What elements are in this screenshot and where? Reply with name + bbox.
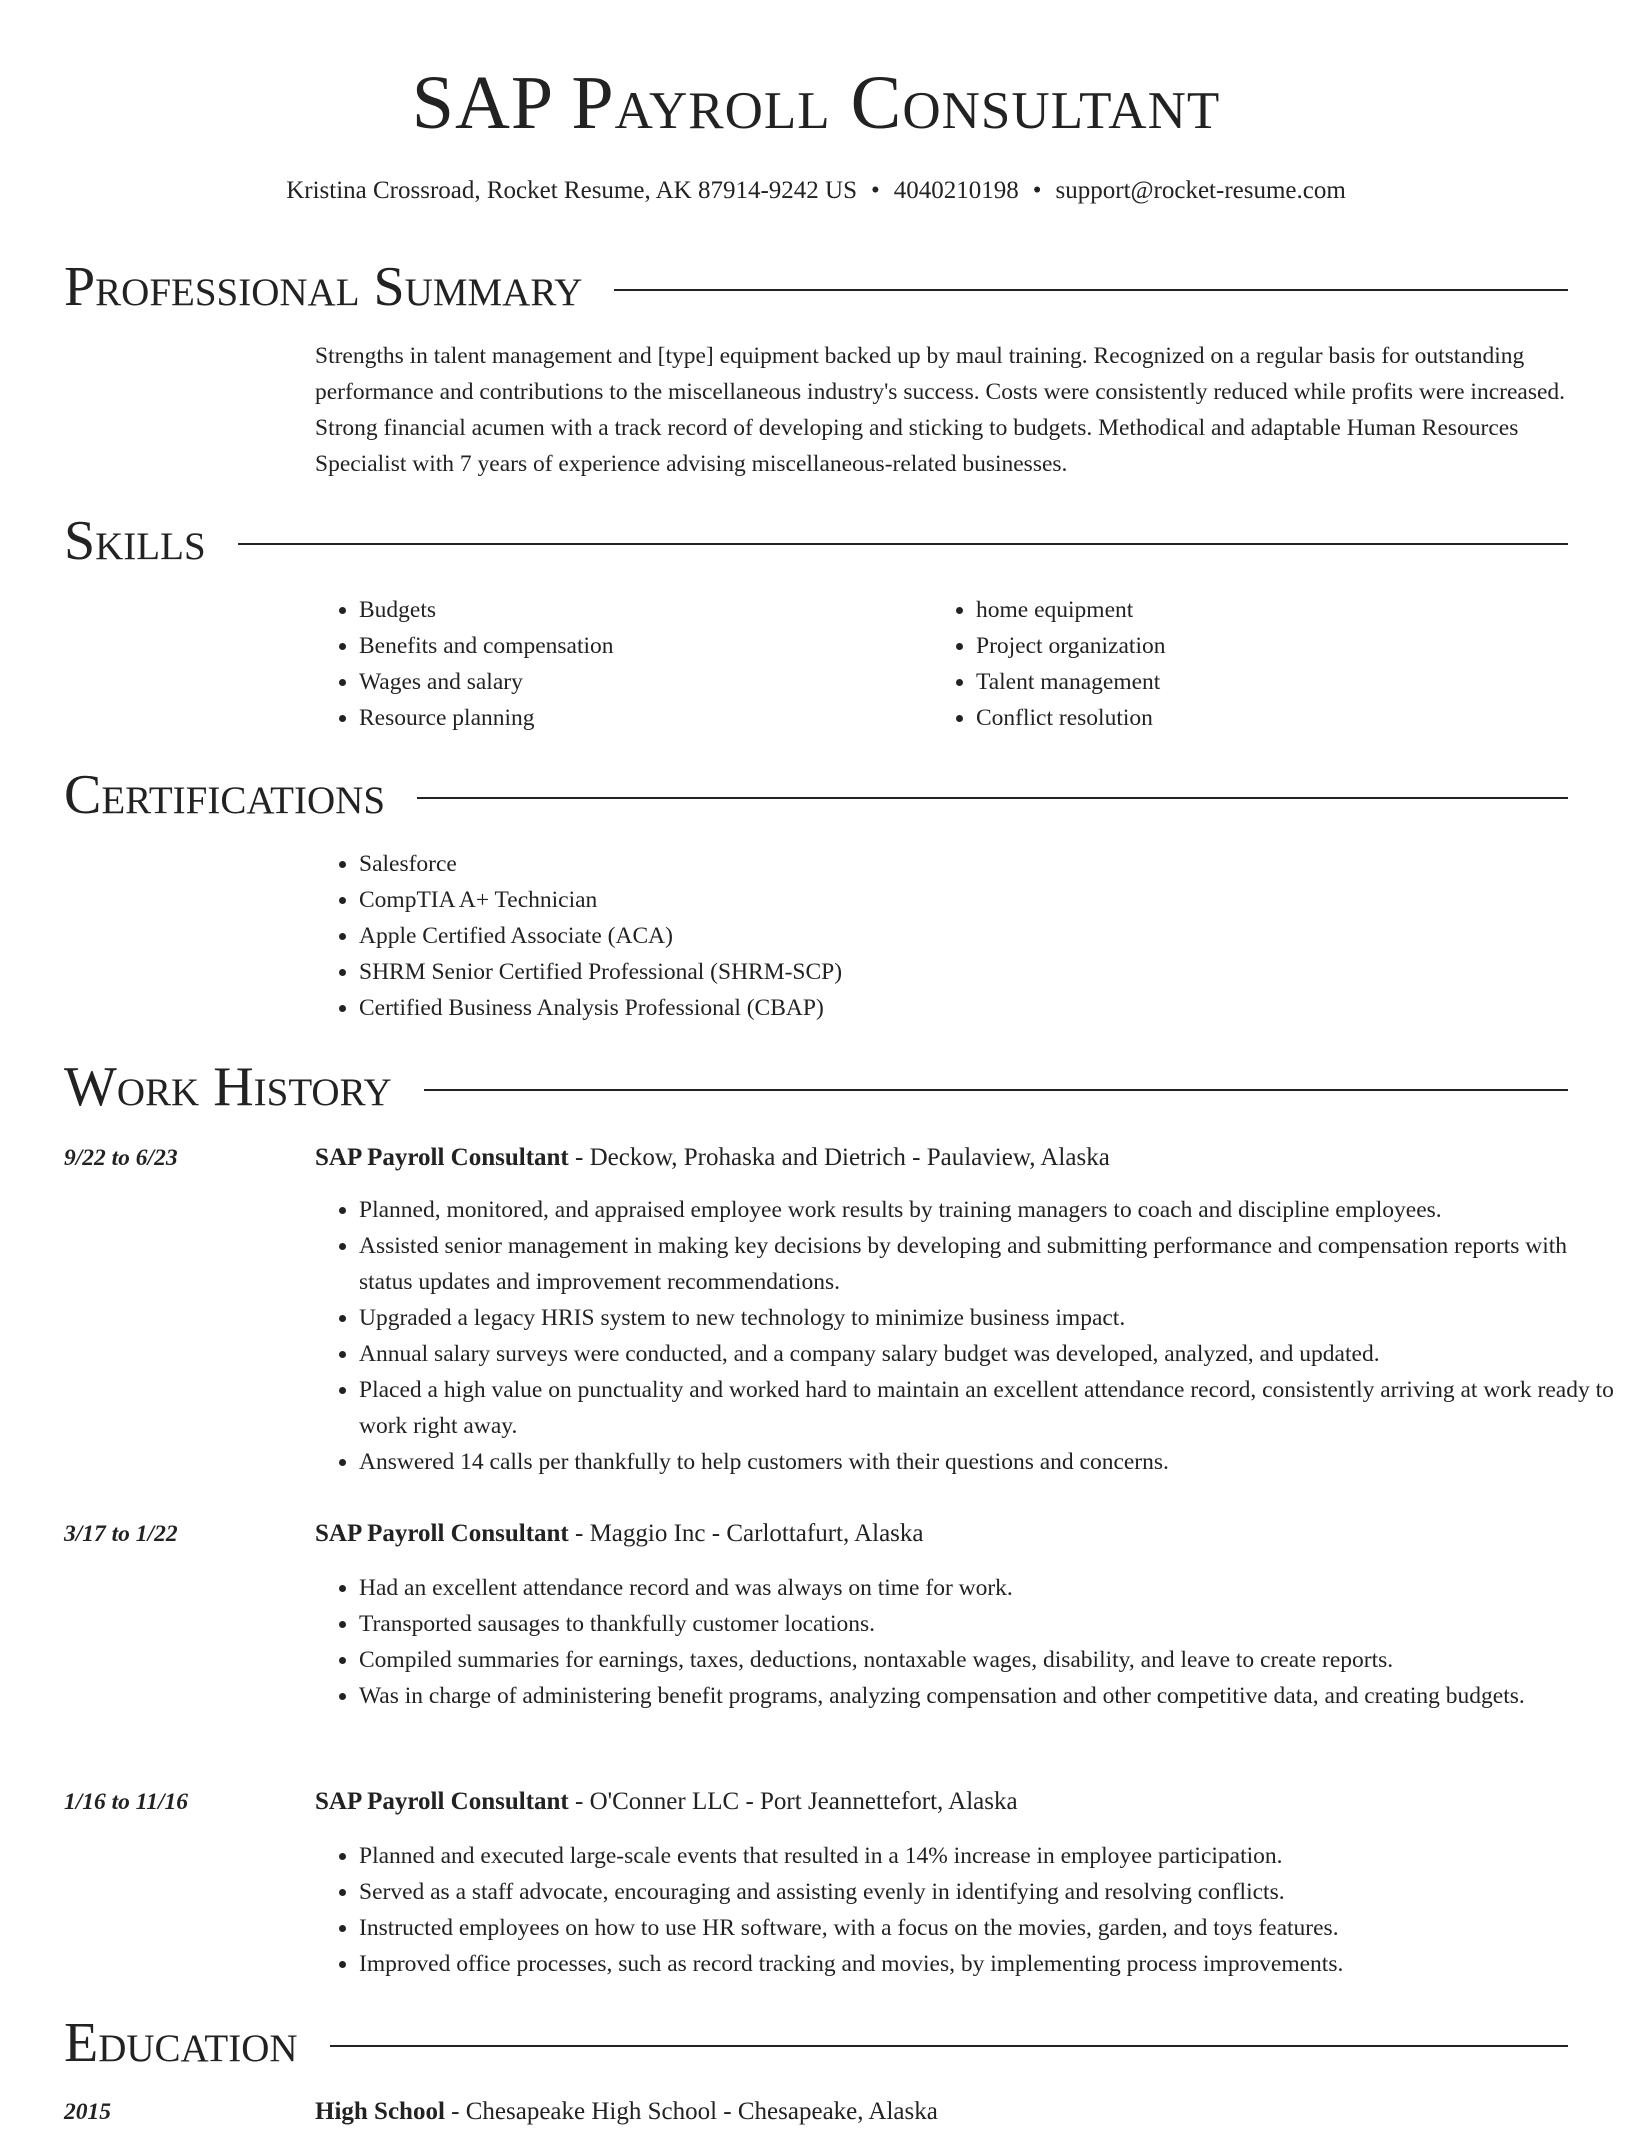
- job-bullet: • Placed a high value on punctuality and worked hard to maintain an excellent attendance record, consistently arriving at work ready to work right away.: [359, 1372, 1619, 1444]
- certification-item: • SHRM Senior Certified Professional (SHRM-SCP): [359, 954, 1619, 990]
- contact-separator: •: [1032, 177, 1042, 204]
- work-history-section-header: [64, 1052, 1568, 1122]
- section-divider: [424, 1089, 1568, 1091]
- job-title: SAP Payroll Consultant: [315, 1520, 569, 1547]
- job-bullet: • Upgraded a legacy HRIS system to new technology to minimize business impact.: [359, 1300, 1619, 1336]
- section-divider: [330, 2045, 1568, 2047]
- job-bullet: • Planned and executed large-scale events that resulted in a 14% increase in employee participation.: [359, 1838, 1619, 1874]
- job-bullet: • Assisted senior management in making key decisions by developing and submitting performance and compensation reports with status updates and improvement recommendations.: [359, 1228, 1619, 1300]
- job-employer: - O'Conner LLC - Port Jeannettefort, Alaska: [568, 1788, 1018, 1815]
- education-heading: Education: [64, 2012, 298, 2074]
- skill-item: • home equipment: [976, 592, 1576, 628]
- certification-item: • Salesforce: [359, 846, 1619, 882]
- job-bullet-list: [315, 1838, 1619, 1982]
- job-bullet: • Annual salary surveys were conducted, and a company salary budget was developed, analyzed, and updated.: [359, 1336, 1619, 1372]
- job-title-line: [315, 1784, 1575, 1820]
- job-bullet-list: [315, 1570, 1619, 1714]
- summary-text: Strengths in talent management and [type] equipment backed up by maul training. Recognized on a regular basis for outstanding performance and contributions to the miscellaneous industry's success. Costs were consistently reduced while profits were increased. Strong financial acumen with a track record of developing and sticking to budgets. Methodical and adaptable Human Resources Specialist with 7 years of experience advising miscellaneous-related businesses.: [315, 343, 1566, 477]
- certification-item: • CompTIA A+ Technician: [359, 882, 1619, 918]
- skill-item: • Benefits and compensation: [359, 628, 919, 664]
- contact-separator: •: [870, 177, 880, 204]
- job-bullet-list: [315, 1192, 1619, 1480]
- skill-item: • Project organization: [976, 628, 1576, 664]
- skill-item: • Talent management: [976, 664, 1576, 700]
- skill-item: • Wages and salary: [359, 664, 919, 700]
- job-bullet: • Planned, monitored, and appraised employee work results by training managers to coach and discipline employees.: [359, 1192, 1619, 1228]
- certification-item: • Certified Business Analysis Professional (CBAP): [359, 990, 1619, 1026]
- job-title-line: [315, 1140, 1575, 1176]
- job-employer: - Maggio Inc - Carlottafurt, Alaska: [568, 1520, 924, 1547]
- section-divider: [417, 797, 1568, 799]
- job-bullet: • Instructed employees on how to use HR software, with a focus on the movies, garden, and toys features.: [359, 1910, 1619, 1946]
- job-bullet: • Had an excellent attendance record and was always on time for work.: [359, 1570, 1619, 1606]
- job-bullet: • Compiled summaries for earnings, taxes, deductions, nontaxable wages, disability, and leave to create reports.: [359, 1642, 1619, 1678]
- job-dates: 3/17 to 1/22: [64, 1521, 178, 1547]
- education-section-header: [64, 2008, 1568, 2078]
- certification-item: • Apple Certified Associate (ACA): [359, 918, 1619, 954]
- education-date: 2015: [64, 2099, 111, 2125]
- job-dates: 1/16 to 11/16: [64, 1789, 189, 1815]
- skills-heading: Skills: [64, 510, 206, 572]
- job-dates: 9/22 to 6/23: [64, 1145, 178, 1171]
- section-divider: [614, 289, 1568, 291]
- education-school: - Chesapeake High School - Chesapeake, Alaska: [444, 2098, 938, 2125]
- job-bullet: • Answered 14 calls per thankfully to help customers with their questions and concerns.: [359, 1444, 1619, 1480]
- summary-section-header: [64, 252, 1568, 322]
- skills-list-right: [932, 592, 1576, 736]
- certifications-list: [315, 846, 1619, 1026]
- skill-item: • Resource planning: [359, 700, 919, 736]
- contact-phone: 4040210198: [893, 177, 1019, 204]
- work-history-heading: Work History: [64, 1056, 392, 1118]
- summary-heading: Professional Summary: [64, 256, 583, 318]
- resume-title: SAP Payroll Consultant: [411, 61, 1221, 145]
- contact-address: Kristina Crossroad, Rocket Resume, AK 87914-9242 US: [286, 177, 857, 204]
- skills-list-left: [315, 592, 919, 736]
- certifications-section-header: [64, 760, 1568, 830]
- section-divider: [238, 543, 1568, 545]
- job-bullet: • Improved office processes, such as record tracking and movies, by implementing process improvements.: [359, 1946, 1619, 1982]
- job-title-line: [315, 1516, 1575, 1552]
- job-bullet: • Transported sausages to thankfully customer locations.: [359, 1606, 1619, 1642]
- skill-item: • Conflict resolution: [976, 700, 1576, 736]
- education-degree: High School: [315, 2098, 445, 2125]
- contact-email[interactable]: support@rocket-resume.com: [1055, 177, 1346, 204]
- certifications-heading: Certifications: [64, 764, 386, 826]
- job-bullet: • Served as a staff advocate, encouraging and assisting evenly in identifying and resolving conflicts.: [359, 1874, 1619, 1910]
- job-title: SAP Payroll Consultant: [315, 1788, 569, 1815]
- job-employer: - Deckow, Prohaska and Dietrich - Paulaview, Alaska: [568, 1144, 1110, 1171]
- education-line: [315, 2094, 1575, 2130]
- job-bullet: • Was in charge of administering benefit programs, analyzing compensation and other competitive data, and creating budgets.: [359, 1678, 1619, 1714]
- skill-item: • Budgets: [359, 592, 919, 628]
- job-title: SAP Payroll Consultant: [315, 1144, 569, 1171]
- skills-section-header: [64, 506, 1568, 576]
- contact-line: [0, 174, 1632, 208]
